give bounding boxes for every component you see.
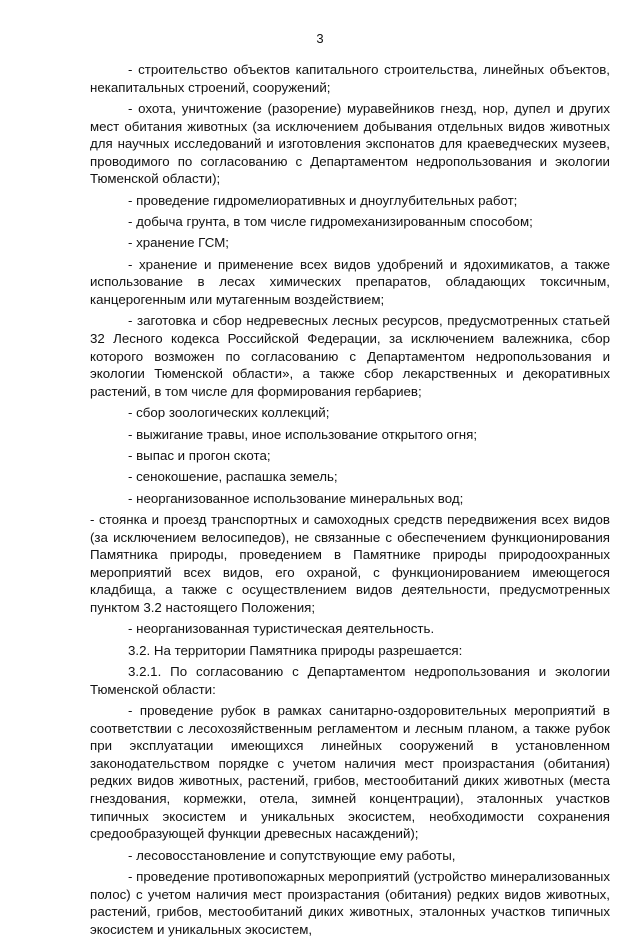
list-item-hunting: - охота, уничтожение (разорение) муравейников гнезд, нор, дупел и других мест обитания животных (за исключением добывания отдельных видов животных для научных исследований и изготовления экспонатов для краеведческих музеев, проводимого по согласованию с Департаментом недропользования и экологии Тюменской области);: [90, 100, 610, 187]
list-item-fuel-storage: - хранение ГСМ;: [128, 235, 229, 251]
list-item-reforestation: - лесовосстановление и сопутствующие ему работы,: [128, 847, 456, 863]
list-item-tourism: - неорганизованная туристическая деятельность.: [128, 621, 435, 637]
list-item-fertilizers: - хранение и применение всех видов удобрений и ядохимикатов, а также использование в лесах химических препаратов, обладающих токсичным, канцерогенным или мутагенным воздействием;: [90, 256, 610, 308]
section-heading-3-2-1: 3.2.1. По согласованию с Департаментом недропользования и экологии Тюменской области:: [90, 664, 610, 697]
list-item-grazing: - выпас и прогон скота;: [128, 447, 271, 463]
page-number: 3: [316, 31, 324, 46]
list-item-construction: - строительство объектов капитального строительства, линейных объектов, некапитальных строений, сооружений;: [90, 62, 610, 95]
list-item-grass-burning: - выжигание травы, иное использование открытого огня;: [128, 426, 478, 442]
list-item-mineral-waters: - неорганизованное использование минеральных вод;: [128, 490, 464, 506]
list-item-vehicles: - стоянка и проезд транспортных и самоходных средств передвижения всех видов (за исключением велосипедов), не связанные с обеспечением функционирования Памятника природы, проведением в Памятнике природы природоохранных мероприятий всех видов, его охраной, с функционированием имеющегося кладбища, а также с осуществлением видов деятельности, предусмотренных пунктом 3.2 настоящего Положения;: [90, 512, 610, 615]
list-item-haymaking: - сенокошение, распашка земель;: [128, 469, 338, 485]
section-heading-3-2: 3.2. На территории Памятника природы разрешается:: [128, 642, 463, 658]
list-item-forest-resources: - заготовка и сбор недревесных лесных ресурсов, предусмотренных статьей 32 Лесного кодекса Российской Федерации, за исключением валежника, сбор которого возможен по согласованию с Департаментом недропользования и экологии Тюменской области», а также сбор лекарственных и декоративных растений, в том числе для формирования гербариев;: [90, 313, 610, 399]
list-item-zoological-collections: - сбор зоологических коллекций;: [128, 405, 330, 421]
list-item-soil-mining: - добыча грунта, в том числе гидромеханизированным способом;: [128, 214, 533, 230]
list-item-logging: - проведение рубок в рамках санитарно-оздоровительных мероприятий в соответствии с лесохозяйственным регламентом и лесным планом, а также рубок при эксплуатации имеющихся линейных сооружений в установленном законодательством порядке с учетом наличия мест произрастания (обитания) редких видов животных, растений, грибов, местообитаний диких животных (места гнездования, кормежки, отела, зимней концентрации), эталонных участков типичных экосистем и уникальных экосистем, необходимости сохранения средообразующей функции древесных насаждений);: [90, 703, 610, 842]
list-item-fire-prevention: - проведение противопожарных мероприятий (устройство минерализованных полос) с учетом наличия мест произрастания (обитания) редких видов животных, растений, грибов, местообитаний диких животных, эталонных участков типичных экосистем и уникальных экосистем,: [90, 869, 610, 937]
page-body: [90, 61, 610, 938]
list-item-hydro-works: - проведение гидромелиоративных и дноуглубительных работ;: [128, 192, 518, 208]
